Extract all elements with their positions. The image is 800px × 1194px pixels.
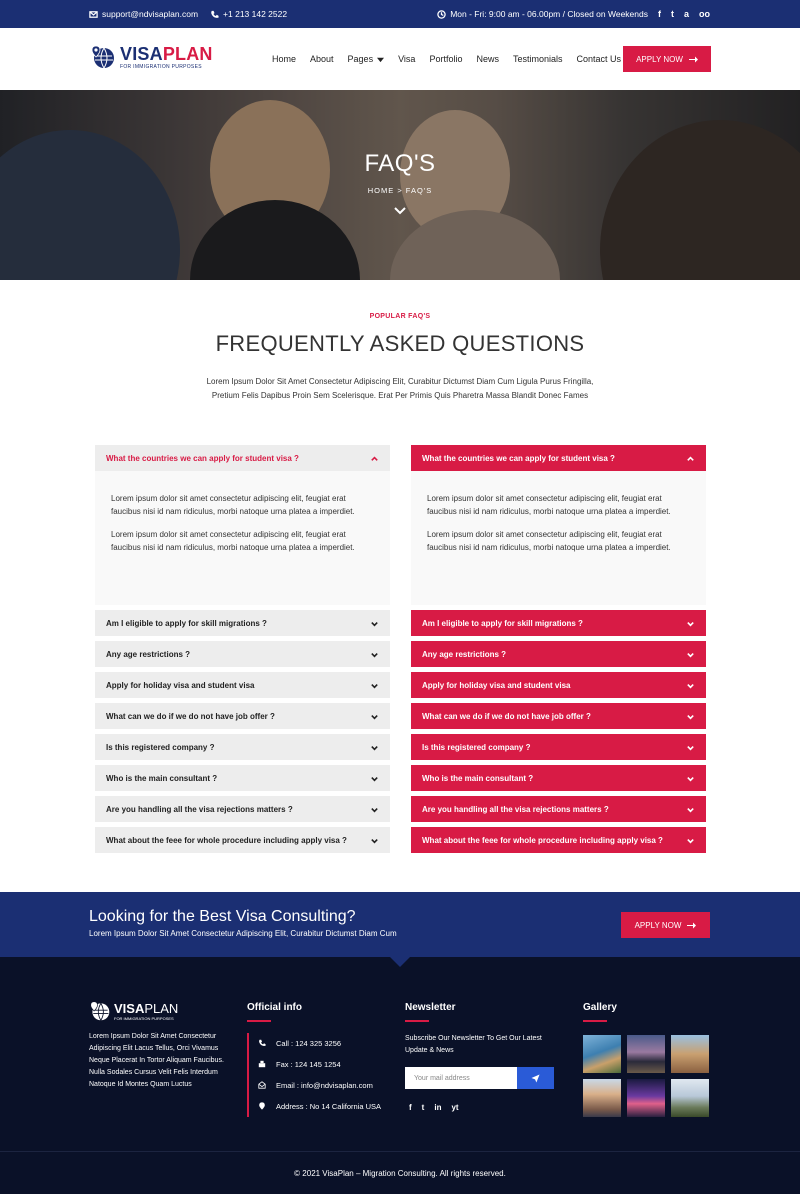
faq-item[interactable]	[411, 796, 706, 822]
faq-question: What can we do if we do not have job offer ?	[422, 711, 591, 721]
mail-icon	[89, 10, 98, 19]
gallery-image[interactable]	[671, 1079, 709, 1117]
footer-newsletter-heading: Newsletter	[405, 1002, 456, 1013]
footer-logo-tagline: FOR IMMIGRATION PURPOSES	[114, 1016, 174, 1021]
footer-social	[409, 1103, 459, 1112]
newsletter-email-input[interactable]: Your mail address	[405, 1067, 517, 1089]
faq-item[interactable]	[411, 765, 706, 791]
faq-answer-text: Lorem ipsum dolor sit amet consectetur adipiscing elit, feugiat erat faucibus nisi id nam ridiculus, morbi natoque urna platea a imperdiet.	[427, 530, 671, 552]
faq-item[interactable]	[95, 765, 390, 791]
gallery-image[interactable]	[627, 1079, 665, 1117]
facebook-icon[interactable]: f	[657, 9, 661, 19]
footer-email[interactable]	[258, 1075, 397, 1095]
top-contact	[89, 9, 287, 19]
envelope-icon	[258, 1081, 266, 1089]
logo-accent: PLAN	[162, 44, 213, 64]
faq-question: Any age restrictions ?	[106, 649, 191, 659]
chevron-down-icon	[686, 619, 695, 628]
faq-item[interactable]	[95, 641, 390, 667]
cta-subtitle: Lorem Ipsum Dolor Sit Amet Consectetur Adipiscing Elit, Curabitur Dictumst Diam Cum	[89, 929, 397, 938]
footer-logo[interactable]	[89, 1000, 178, 1022]
section-eyebrow: POPULAR FAQ'S	[369, 313, 431, 320]
faq-question: Is this registered company ?	[106, 742, 215, 752]
faq-question: What can we do if we do not have job offer ?	[106, 711, 275, 721]
gallery-image[interactable]	[671, 1035, 709, 1073]
top-hours	[437, 9, 710, 19]
nav-pages-label: Pages	[347, 54, 374, 64]
footer-fax-text: Fax : 124 145 1254	[276, 1059, 341, 1069]
chevron-down-icon	[370, 619, 379, 628]
chevron-down-icon	[686, 805, 695, 814]
footer-fax	[258, 1054, 397, 1074]
apply-now-button[interactable]	[623, 46, 711, 72]
top-email[interactable]: support@ndvisaplan.com	[102, 9, 199, 19]
footer-gallery-heading: Gallery	[583, 1002, 617, 1013]
footer-gallery	[583, 1035, 709, 1117]
gallery-image[interactable]	[583, 1079, 621, 1117]
twitter-icon[interactable]: t	[421, 1103, 425, 1112]
nav-pages[interactable]	[348, 54, 385, 64]
twitter-icon[interactable]: t	[670, 9, 674, 19]
gallery-image[interactable]	[583, 1035, 621, 1073]
gallery-image[interactable]	[627, 1035, 665, 1073]
map-pin-icon	[258, 1102, 266, 1110]
faq-question: What the countries we can apply for student visa ?	[422, 453, 615, 463]
faq-accordion-right	[411, 445, 706, 858]
faq-answer-text: Lorem ipsum dolor sit amet consectetur adipiscing elit, feugiat erat faucibus nisi id nam ridiculus, morbi natoque urna platea a imperdiet.	[111, 494, 355, 516]
chevron-down-icon	[370, 650, 379, 659]
chevron-up-icon	[686, 454, 695, 463]
faq-answer-panel	[411, 471, 706, 605]
linkedin-icon[interactable]: in	[434, 1103, 442, 1112]
faq-item[interactable]	[411, 672, 706, 698]
faq-question: What the countries we can apply for student visa ?	[106, 453, 299, 463]
chevron-down-icon	[686, 712, 695, 721]
faq-question: Are you handling all the visa rejections matters ?	[422, 804, 609, 814]
faq-question: Apply for holiday visa and student visa	[106, 680, 255, 690]
chevron-down-icon	[370, 712, 379, 721]
faq-question: What about the feee for whole procedure including apply visa ?	[422, 835, 663, 845]
globe-icon	[89, 1000, 111, 1022]
page-title: FAQ'S	[364, 150, 436, 177]
faq-item[interactable]	[95, 796, 390, 822]
youtube-icon[interactable]: yt	[451, 1103, 459, 1112]
nav-visa[interactable]: Visa	[398, 54, 416, 64]
apply-now-label: APPLY NOW	[636, 54, 683, 64]
chevron-down-icon[interactable]	[394, 206, 406, 216]
faq-question: Am I eligible to apply for skill migrations ?	[106, 618, 267, 628]
caret-down-icon	[377, 56, 384, 63]
faq-question: What about the feee for whole procedure including apply visa ?	[106, 835, 347, 845]
top-bar	[0, 0, 800, 28]
faq-answer-panel	[95, 471, 390, 605]
footer-call-text: Call : 124 325 3256	[276, 1038, 342, 1048]
faq-item-open[interactable]	[411, 445, 706, 471]
faq-question: Who is the main consultant ?	[422, 773, 534, 783]
cta-apply-label: APPLY NOW	[634, 920, 682, 930]
arrow-right-icon	[689, 56, 698, 63]
chevron-up-icon	[370, 454, 379, 463]
nav-portfolio[interactable]: Portfolio	[429, 54, 463, 64]
footer-address-text: Address : No 14 California USA	[276, 1101, 382, 1111]
faq-item[interactable]	[411, 703, 706, 729]
footer	[0, 957, 800, 1194]
hero-overlay	[0, 90, 800, 280]
logo-tagline: FOR IMMIGRATION PURPOSES	[120, 64, 202, 70]
faq-item[interactable]	[95, 672, 390, 698]
section-description	[180, 375, 620, 403]
nav-contact[interactable]: Contact Us	[576, 54, 622, 64]
globe-icon	[90, 44, 116, 70]
logo-main: VISA	[120, 44, 163, 64]
faq-question: Any age restrictions ?	[422, 649, 507, 659]
nav-testimonials[interactable]: Testimonials	[512, 54, 563, 64]
section-description-line: Pretium Felis Dapibus Proin Sem Scelerisque. Erat Per Primis Quis Pharetra Massa Blandit Donec Fames	[211, 391, 589, 400]
tripadvisor-owl-icon[interactable]: oo	[699, 9, 710, 19]
faq-question: Am I eligible to apply for skill migrations ?	[422, 618, 583, 628]
chevron-down-icon	[370, 805, 379, 814]
breadcrumb[interactable]: HOME > FAQ'S	[367, 186, 433, 195]
newsletter-form	[405, 1067, 554, 1089]
faq-item[interactable]	[95, 827, 390, 853]
faq-question: Is this registered company ?	[422, 742, 531, 752]
chevron-down-icon	[686, 743, 695, 752]
footer-contact-list	[247, 1033, 397, 1117]
chevron-down-icon	[370, 774, 379, 783]
faq-item[interactable]	[95, 734, 390, 760]
faq-item[interactable]	[95, 610, 390, 636]
cta-apply-button[interactable]	[621, 912, 710, 938]
site-logo[interactable]	[90, 44, 213, 70]
faq-item[interactable]	[411, 734, 706, 760]
nav-about[interactable]: About	[310, 54, 334, 64]
faq-question: Who is the main consultant ?	[106, 773, 218, 783]
faq-item[interactable]	[411, 610, 706, 636]
nav-home[interactable]: Home	[272, 54, 297, 64]
facebook-icon[interactable]: f	[409, 1103, 412, 1112]
clock-icon	[437, 10, 446, 19]
faq-answer-text: Lorem ipsum dolor sit amet consectetur adipiscing elit, feugiat erat faucibus nisi id nam ridiculus, morbi natoque urna platea a imperdiet.	[427, 494, 671, 516]
header	[0, 28, 800, 90]
cta-notch	[390, 957, 410, 967]
faq-item-open[interactable]	[95, 445, 390, 471]
faq-item[interactable]	[411, 641, 706, 667]
cta-title: Looking for the Best Visa Consulting?	[89, 908, 356, 925]
chevron-down-icon	[370, 836, 379, 845]
chevron-down-icon	[686, 681, 695, 690]
arrow-right-icon	[687, 922, 696, 929]
cta-band	[0, 892, 800, 957]
send-icon	[531, 1074, 540, 1083]
faq-question: Are you handling all the visa rejections matters ?	[106, 804, 293, 814]
hero-banner	[0, 90, 800, 280]
section-title: FREQUENTLY ASKED QUESTIONS	[215, 331, 585, 356]
top-phone[interactable]: +1 213 142 2522	[223, 9, 288, 19]
chevron-down-icon	[370, 743, 379, 752]
faq-accordion-left	[95, 445, 390, 858]
faq-question: Apply for holiday visa and student visa	[422, 680, 571, 690]
section-description-line: Lorem Ipsum Dolor Sit Amet Consectetur Adipiscing Elit, Curabitur Dictumst Diam Cum Ligula Purus Fringilla,	[206, 377, 594, 386]
footer-official-heading: Official info	[247, 1002, 302, 1013]
hours-text: Mon - Fri: 9:00 am - 06.00pm / Closed on Weekends	[450, 9, 648, 19]
footer-newsletter-text: Subscribe Our Newsletter To Get Our Latest Update & News	[405, 1035, 542, 1054]
phone-icon	[258, 1039, 266, 1047]
newsletter-submit-button[interactable]	[517, 1067, 554, 1089]
footer-logo-accent: PLAN	[144, 1001, 179, 1016]
fax-icon	[258, 1060, 266, 1068]
chevron-down-icon	[686, 774, 695, 783]
faq-item[interactable]	[411, 827, 706, 853]
footer-call[interactable]	[258, 1033, 397, 1053]
chevron-down-icon	[686, 836, 695, 845]
faq-answer-text: Lorem ipsum dolor sit amet consectetur adipiscing elit, feugiat erat faucibus nisi id nam ridiculus, morbi natoque urna platea a imperdiet.	[111, 530, 355, 552]
phone-icon	[210, 10, 219, 19]
footer-about: Lorem Ipsum Dolor Sit Amet Consectetur Adipiscing Elit Lacus Tellus, Orci Vivamus Neque Placerat In Tortor Aliquam Faucibus. Nulla Sodales Cursus Velit Felis Interdum Natoque Id Montes Quam Luctus	[89, 1033, 224, 1088]
footer-email-text: Email : info@ndvisaplan.com	[276, 1080, 373, 1090]
footer-address	[258, 1096, 397, 1116]
nav-news[interactable]: News	[476, 54, 499, 64]
tripadvisor-icon[interactable]: a	[683, 9, 689, 19]
chevron-down-icon	[370, 681, 379, 690]
faq-item[interactable]	[95, 703, 390, 729]
footer-logo-main: VISA	[114, 1001, 145, 1016]
chevron-down-icon	[686, 650, 695, 659]
main-nav	[272, 54, 635, 64]
footer-copyright: © 2021 VisaPlan – Migration Consulting. All rights reserved.	[0, 1151, 800, 1194]
